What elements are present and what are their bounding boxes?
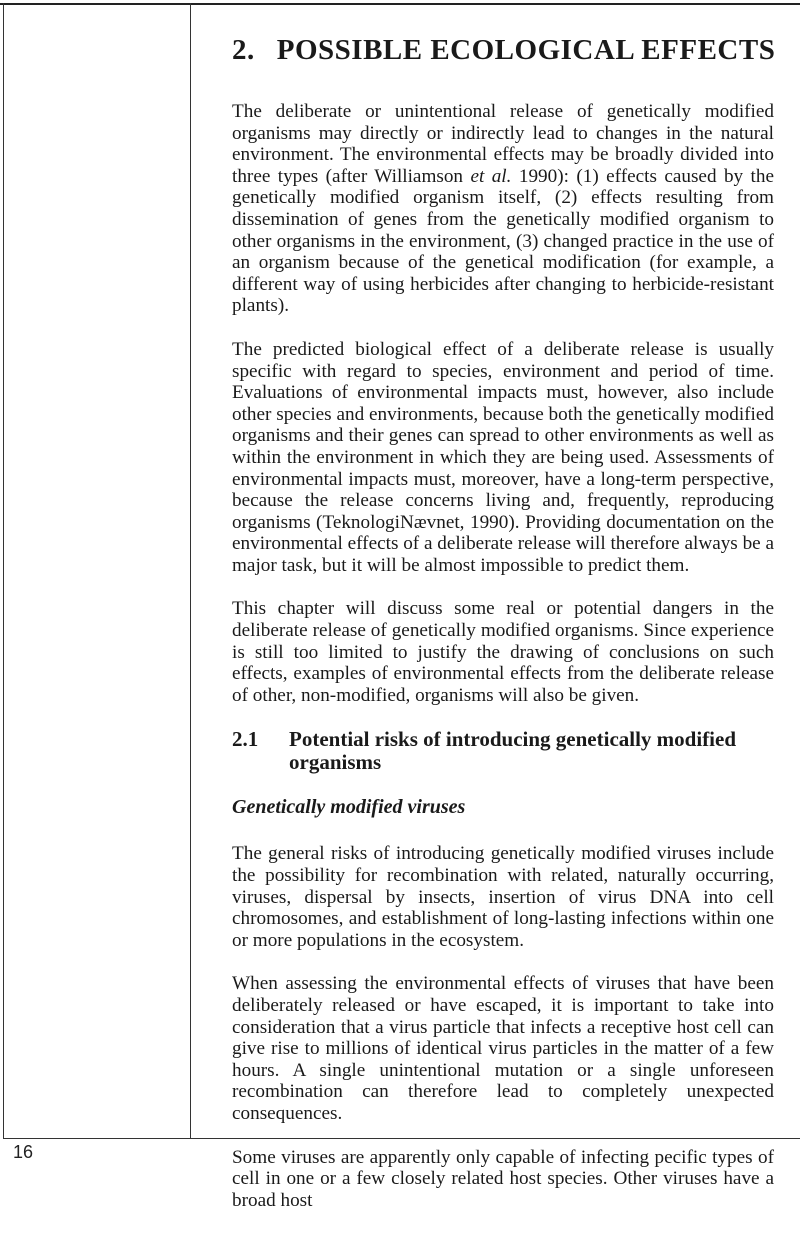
paragraph-2: The predicted biological effect of a deliberate release is usually specific with regard to species, environment and period of time. Evaluations of environmental impacts must, however, also include other species and environments, because both the genetically modified organisms and their genes can spread to other environments as well as within the environment in which they are being used. Assessments of environmental impacts must, moreover, have a long-term perspective, because the release concerns living and, frequently, reproducing organisms (TeknologiNævnet, 1990). Providing documentation on the environmental effects of a deliberate release will therefore always be a major task, but it will be almost impossible to predict them. [232,338,774,576]
paragraph-4: The general risks of introducing genetically modified viruses include the possibility for recombination with related, naturally occurring, viruses, dispersal by insects, insertion of virus DNA into cell chromosomes, and establishment of long-lasting infections within one or more populations in the ecosystem. [232,843,774,951]
paragraph-1-part-a: The deliberate or unintentional release of genetically modified organisms may directly or indirectly lead to changes in the natural environment. The environmental effects may be broadly divided into three types (after Williamson [232,101,774,187]
left-border [3,3,4,1138]
chapter-title-text: POSSIBLE ECOLOGICAL EFFECTS [276,34,776,66]
paragraph-1-part-b: 1990): (1) effects caused by the genetically modified organism itself, (2) effects resulting from dissemination of genes from the genetically modified organism to other organisms in the environment, (3) changed practice in the use of an organism because of the genetical modification (for example, a different way of using herbicides after changing to herbicide-resistant plants). [232,165,774,317]
paragraph-1-italic: et al. [470,165,512,187]
subsection-heading: Genetically modified viruses [232,796,466,819]
page-content [232,34,774,1233]
chapter-title [232,34,774,67]
paragraph-3: This chapter will discuss some real or potential dangers in the deliberate release of genetically modified organisms. Since experience is still too limited to justify the drawing of conclusions on such effects, examples of environmental effects from the deliberate release of other, non-modified, organisms will also be given. [232,598,774,706]
paragraph-5: When assessing the environmental effects of viruses that have been deliberately released or have escaped, it is important to take into consideration that a virus particle that infects a receptive host cell can give rise to millions of identical virus particles in the matter of a few hours. A single unintentional mutation or a single unforeseen recombination can therefore lead to completely unexpected consequences. [232,973,774,1124]
section-number: 2.1 [232,727,259,752]
section-title-text: Potential risks of introducing genetically modified organisms [289,727,737,775]
paragraph-1 [232,101,774,317]
top-rule [0,3,800,5]
margin-rule [190,3,191,1138]
page-number: 16 [13,1142,34,1162]
paragraph-6: Some viruses are apparently only capable of infecting pecific types of cell in one or a few closely related host species. Other viruses have a broad host [232,1146,774,1211]
chapter-number: 2. [232,34,255,66]
section-heading [232,728,774,774]
